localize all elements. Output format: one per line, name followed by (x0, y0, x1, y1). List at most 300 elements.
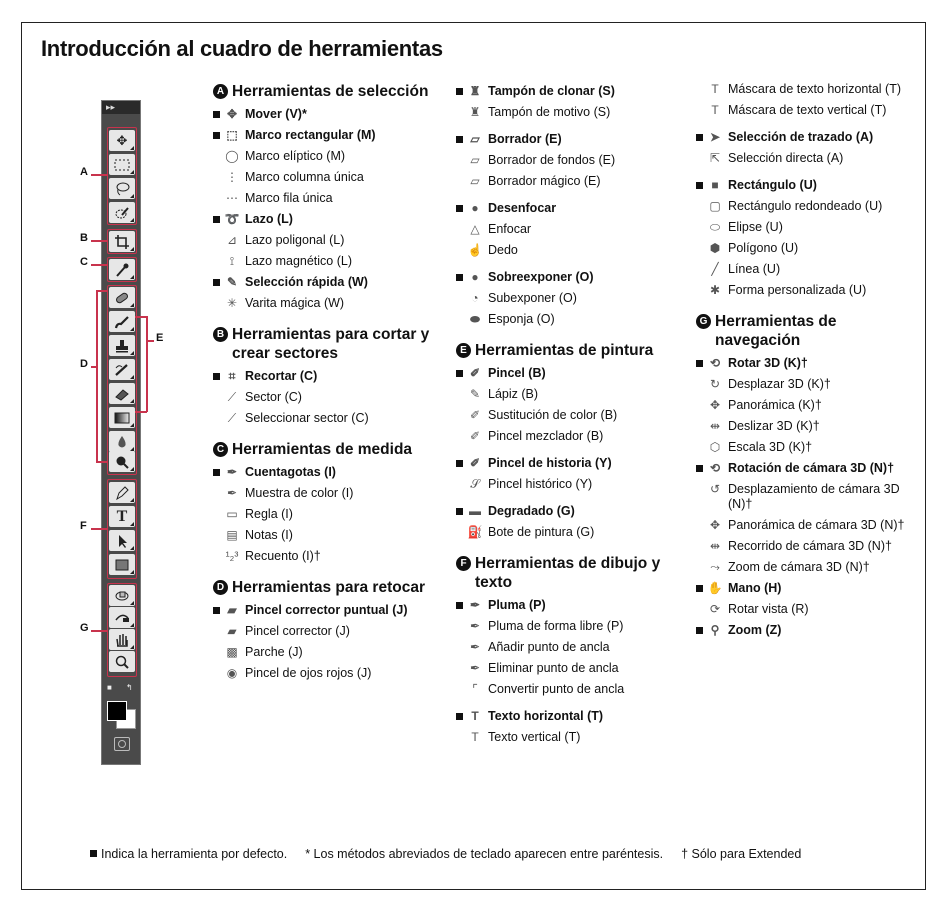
tool-entry (696, 377, 921, 392)
toolbox-panel (101, 100, 141, 765)
tool-entry-label: Lazo (L) (245, 212, 293, 226)
pen-icon (113, 485, 131, 501)
zoom-icon: ⚲ (710, 623, 720, 637)
tool-entry-label: Tampón de motivo (S) (488, 105, 611, 119)
tool-entry-label: Convertir punto de ancla (488, 682, 625, 696)
column-1 (213, 82, 448, 695)
default-marker (696, 461, 704, 476)
tool-entry-label: Lazo magnético (L) (245, 254, 353, 268)
tool-entry-label: Degradado (G) (488, 504, 575, 518)
footer-default-note: Indica la herramienta por defecto. (90, 847, 287, 861)
tool-history-brush[interactable] (109, 359, 135, 380)
tool-entry (456, 682, 696, 697)
default-marker (456, 84, 464, 99)
tool-entry (456, 661, 696, 676)
add-anchor-icon: ✒ (469, 640, 481, 654)
pan-3d-icon: ✥ (709, 398, 721, 412)
polygonal-lasso-icon: ⊿ (226, 233, 238, 247)
note-icon: ▤ (226, 528, 238, 542)
default-marker (213, 212, 221, 227)
default-marker (456, 709, 464, 724)
tool-entry (456, 312, 696, 327)
tool-entry (456, 387, 696, 402)
tool-entry (213, 233, 448, 248)
eyedropper-icon: ✒ (226, 465, 238, 479)
marquee-rect-icon (113, 157, 131, 173)
section-badge: E (456, 343, 471, 358)
group-d-bracket (96, 290, 98, 462)
count-icon: ¹₂³ (225, 549, 239, 563)
tool-eraser[interactable] (109, 383, 135, 404)
section-title: Herramientas para cortar y crear sectores (232, 326, 430, 362)
swap-colors-icon[interactable]: ↰ (126, 683, 133, 692)
slide-3d-icon: ⇹ (709, 419, 721, 433)
tool-entry (213, 411, 448, 426)
custom-shape-icon: ✱ (709, 283, 721, 297)
tool-entry-label: Pincel histórico (Y) (488, 477, 593, 491)
group-f-connector (91, 528, 107, 530)
path-selection-icon (113, 533, 131, 549)
tool-entry (696, 623, 921, 638)
quick-mask-icon[interactable] (114, 737, 130, 751)
marquee-rect-icon: ⬚ (226, 128, 238, 142)
tool-entry (213, 275, 448, 290)
default-marker (696, 623, 704, 638)
spot-healing-icon (113, 290, 131, 306)
page-title: Introducción al cuadro de herramientas (41, 36, 443, 61)
default-marker (456, 270, 464, 285)
tool-entry (696, 283, 921, 298)
group-label-g: G (80, 622, 89, 634)
group-e-connector (146, 340, 154, 342)
section-heading (456, 341, 696, 360)
tool-entry-label: Borrador (E) (488, 132, 562, 146)
foreground-color-swatch[interactable] (107, 701, 127, 721)
tool-section (213, 325, 448, 426)
tool-entry-label: Pincel mezclador (B) (488, 429, 604, 443)
group-spacer (456, 195, 696, 199)
default-marker (456, 456, 464, 471)
section-badge: D (213, 580, 228, 595)
default-marker (213, 275, 221, 290)
tool-entry (696, 398, 921, 413)
tool-zoom[interactable] (109, 651, 135, 672)
marquee-column-icon: ⋮ (226, 170, 238, 184)
art-history-brush-icon: 𝒮 (470, 477, 480, 491)
marquee-row-icon: ⋯ (226, 191, 238, 205)
tool-entry-label: Desenfocar (488, 201, 557, 215)
rotate-3d-icon (113, 588, 131, 604)
default-marker (696, 356, 704, 371)
tool-section (213, 82, 448, 311)
hand-icon (113, 632, 131, 648)
tool-entry-label: Regla (I) (245, 507, 293, 521)
delete-anchor-icon: ✒ (469, 661, 481, 675)
group-a-connector (91, 174, 107, 176)
default-marker (456, 366, 464, 381)
horizontal-type-icon: T (116, 507, 128, 525)
slice-select-icon: ⟋ (227, 411, 237, 425)
tool-entry (456, 408, 696, 423)
rectangle-icon: ■ (711, 178, 719, 192)
tool-entry-label: Rotar 3D (K)† (728, 356, 808, 370)
brush-icon (113, 314, 131, 330)
tool-entry (696, 602, 921, 617)
pattern-stamp-icon: ♜ (469, 105, 481, 119)
tool-entry (213, 212, 448, 227)
tool-entry-label: Texto vertical (T) (488, 730, 581, 744)
tool-entry-label: Marco rectangular (M) (245, 128, 376, 142)
tool-entry (213, 107, 448, 122)
tool-quick-selection[interactable] (109, 202, 135, 223)
roll-camera-icon: ↺ (709, 482, 721, 496)
tool-entry (456, 153, 696, 168)
tool-entry-label: Selección de trazado (A) (728, 130, 874, 144)
tool-entry (456, 709, 696, 724)
tool-entry-label: Panorámica (K)† (728, 398, 822, 412)
path-selection-icon: ➤ (709, 130, 721, 144)
tool-section (456, 341, 696, 540)
color-sampler-icon: ✒ (226, 486, 238, 500)
tool-entry (696, 539, 921, 554)
footer-extended-note: † Sólo para Extended (681, 847, 802, 861)
red-eye-icon: ◉ (226, 666, 238, 680)
tool-entry-label: Forma personalizada (U) (728, 283, 867, 297)
tool-entry (456, 291, 696, 306)
move-icon: ✥ (116, 132, 128, 148)
tool-entry-label: Pincel corrector (J) (245, 624, 350, 638)
tool-entry (456, 456, 696, 471)
tool-3d-rotate[interactable] (109, 585, 135, 606)
tool-crop[interactable] (109, 231, 135, 252)
tool-dodge[interactable] (109, 451, 135, 472)
tool-entry (696, 356, 921, 371)
tool-entry-label: Esponja (O) (488, 312, 555, 326)
spot-healing-icon: ▰ (227, 603, 237, 617)
tool-section (696, 82, 921, 298)
tool-entry-label: Desplazamiento de cámara 3D (N)† (728, 482, 900, 511)
mixer-brush-icon: ✐ (469, 429, 481, 443)
section-heading (213, 82, 448, 101)
color-replacement-icon: ✐ (469, 408, 481, 422)
clone-stamp-icon: ♜ (469, 84, 481, 98)
tool-blur[interactable] (109, 431, 135, 452)
tool-entry (696, 581, 921, 596)
tool-entry-label: Añadir punto de ancla (488, 640, 610, 654)
tool-entry (213, 603, 448, 618)
gradient-icon: ▬ (469, 504, 481, 518)
slice-icon: ⟋ (227, 390, 237, 404)
group-label-e: E (156, 332, 164, 344)
group-spacer (696, 124, 921, 128)
tool-healing[interactable] (109, 287, 135, 308)
default-marker (456, 504, 464, 519)
section-badge: G (696, 314, 711, 329)
direct-selection-icon: ⇱ (709, 151, 721, 165)
default-marker (696, 581, 704, 596)
tool-entry (696, 103, 921, 118)
group-g-connector (91, 630, 107, 632)
tool-entry-label: Marco columna única (245, 170, 364, 184)
tool-entry (696, 419, 921, 434)
section-heading (456, 554, 696, 592)
tool-entry-label: Recuento (I)† (245, 549, 321, 563)
tool-entry (456, 504, 696, 519)
tool-entry-label: Mover (V)* (245, 107, 307, 121)
vertical-type-icon: T (471, 730, 479, 744)
pen-icon: ✒ (469, 598, 481, 612)
group-d-bracket-bottom (96, 461, 107, 463)
group-spacer (456, 703, 696, 707)
tool-entry (213, 149, 448, 164)
tool-entry (696, 151, 921, 166)
tool-clone-stamp[interactable] (109, 335, 135, 356)
magic-wand-icon: ✳ (226, 296, 238, 310)
section-title: Herramientas de dibujo y texto (475, 555, 661, 591)
tool-pen[interactable] (109, 482, 135, 503)
tool-entry-label: Marco fila única (245, 191, 333, 205)
patch-icon: ▩ (226, 645, 238, 659)
tool-entry-label: Rotar vista (R) (728, 602, 809, 616)
group-label-a: A (80, 166, 88, 178)
tool-entry (213, 390, 448, 405)
healing-brush-icon: ▰ (227, 624, 237, 638)
quick-selection-icon (113, 205, 131, 221)
tool-entry (213, 645, 448, 660)
tool-entry-label: Elipse (U) (728, 220, 783, 234)
tool-marquee[interactable] (109, 154, 135, 175)
default-colors-icon[interactable]: ■ (107, 683, 112, 692)
tool-entry (456, 730, 696, 745)
section-heading (213, 440, 448, 459)
horizontal-type-mask-icon: T (711, 82, 719, 96)
default-marker (213, 369, 221, 384)
group-label-b: B (80, 232, 88, 244)
tool-entry (213, 254, 448, 269)
dodge-icon (113, 454, 131, 470)
rounded-rectangle-icon: ▢ (709, 199, 721, 213)
freeform-pen-icon: ✒ (469, 619, 481, 633)
tool-entry-label: Borrador mágico (E) (488, 174, 601, 188)
tool-entry (456, 201, 696, 216)
tool-entry (456, 222, 696, 237)
tool-entry-label: Varita mágica (W) (245, 296, 345, 310)
tool-entry (213, 624, 448, 639)
tool-section (213, 440, 448, 564)
section-badge: F (456, 556, 471, 571)
tool-entry (456, 132, 696, 147)
rectangle-icon (113, 557, 131, 573)
crop-icon (113, 234, 131, 250)
clone-stamp-icon (113, 338, 131, 354)
crop-icon: ⌗ (228, 369, 236, 383)
orbit-camera-icon (113, 610, 131, 626)
tool-entry (213, 369, 448, 384)
paint-bucket-icon: ⛽ (467, 525, 483, 539)
tool-lasso[interactable] (109, 178, 135, 199)
ellipse-icon: ⬭ (709, 220, 721, 234)
tool-entry-label: Zoom (Z) (728, 623, 782, 637)
tool-entry (696, 482, 921, 512)
tool-entry-label: Parche (J) (245, 645, 303, 659)
tool-entry-label: Polígono (U) (728, 241, 799, 255)
tool-entry-label: Marco elíptico (M) (245, 149, 346, 163)
tool-entry (456, 598, 696, 613)
tool-entry-label: Dedo (488, 243, 518, 257)
magnetic-lasso-icon: ⟟ (229, 254, 235, 268)
tool-entry-label: Pincel de ojos rojos (J) (245, 666, 372, 680)
tool-entry-label: Enfocar (488, 222, 532, 236)
tool-entry (456, 243, 696, 258)
tool-entry (696, 241, 921, 256)
tool-entry-label: Máscara de texto vertical (T) (728, 103, 887, 117)
default-marker (456, 598, 464, 613)
tool-entry (213, 170, 448, 185)
eyedropper-icon (113, 262, 131, 278)
group-e-bracket-top (135, 316, 147, 318)
tool-entry-label: Pincel (B) (488, 366, 546, 380)
group-label-c: C (80, 256, 88, 268)
tool-entry (696, 130, 921, 145)
tool-entry-label: Selección rápida (W) (245, 275, 368, 289)
tool-entry (696, 220, 921, 235)
hand-icon: ✋ (707, 581, 723, 595)
group-label-d: D (80, 358, 88, 370)
dodge-icon: ● (471, 270, 479, 284)
section-badge: C (213, 442, 228, 457)
blur-icon (113, 434, 131, 450)
lasso-icon (113, 181, 131, 197)
tool-entry (456, 429, 696, 444)
eraser-icon: ▱ (470, 132, 480, 146)
default-marker (696, 178, 704, 193)
tool-path-selection[interactable] (109, 530, 135, 551)
tool-entry (456, 525, 696, 540)
tool-entry-label: Lápiz (B) (488, 387, 539, 401)
scale-3d-icon: ⬡ (709, 440, 721, 454)
tool-entry-label: Pincel de historia (Y) (488, 456, 612, 470)
tool-entry-label: Rectángulo (U) (728, 178, 817, 192)
tool-entry-label: Subexponer (O) (488, 291, 577, 305)
tool-entry-label: Recortar (C) (245, 369, 318, 383)
group-e-bracket (146, 316, 148, 412)
group-spacer (456, 450, 696, 454)
tool-entry-label: Zoom de cámara 3D (N)† (728, 560, 870, 574)
section-badge: B (213, 327, 228, 342)
group-spacer (456, 264, 696, 268)
tool-entry-label: Selección directa (A) (728, 151, 844, 165)
tool-entry-label: Deslizar 3D (K)† (728, 419, 820, 433)
tool-entry (696, 440, 921, 455)
tool-entry (456, 619, 696, 634)
group-spacer (456, 498, 696, 502)
default-marker (696, 130, 704, 145)
tool-entry (456, 366, 696, 381)
tool-entry-label: Máscara de texto horizontal (T) (728, 82, 901, 96)
group-label-f: F (80, 520, 87, 532)
convert-anchor-icon: ⌜ (472, 682, 478, 696)
default-marker (456, 132, 464, 147)
tool-entry-label: Sustitución de color (B) (488, 408, 618, 422)
tool-entry (213, 486, 448, 501)
tool-entry (456, 270, 696, 285)
lasso-icon: ➰ (224, 212, 240, 226)
tool-entry-label: Pluma (P) (488, 598, 546, 612)
default-marker (213, 107, 221, 122)
tool-move[interactable] (109, 130, 135, 151)
tool-entry-label: Cuentagotas (I) (245, 465, 336, 479)
pencil-icon: ✎ (469, 387, 481, 401)
tool-entry-label: Eliminar punto de ancla (488, 661, 619, 675)
section-title: Herramientas para retocar (232, 579, 425, 596)
group-b-connector (91, 240, 107, 242)
tool-entry (213, 296, 448, 311)
default-marker (213, 465, 221, 480)
tool-brush[interactable] (109, 311, 135, 332)
tool-entry-label: Recorrido de cámara 3D (N)† (728, 539, 892, 553)
tool-entry (696, 262, 921, 277)
orbit-camera-icon: ⟲ (709, 461, 721, 475)
smudge-icon: ☝ (467, 243, 483, 257)
magic-eraser-icon: ▱ (470, 174, 480, 188)
tool-entry-label: Rotación de cámara 3D (N)† (728, 461, 895, 475)
group-spacer (456, 126, 696, 130)
marquee-ellipse-icon: ◯ (225, 149, 239, 163)
tool-entry-label: Tampón de clonar (S) (488, 84, 615, 98)
tool-entry-label: Borrador de fondos (E) (488, 153, 616, 167)
section-title: Herramientas de selección (232, 83, 429, 100)
tool-entry (696, 461, 921, 476)
tool-entry-label: Sector (C) (245, 390, 302, 404)
tool-entry (213, 465, 448, 480)
tool-gradient[interactable] (109, 407, 135, 428)
group-e-bracket-bottom (135, 411, 147, 413)
tool-entry (456, 105, 696, 120)
tool-entry-label: Rectángulo redondeado (U) (728, 199, 883, 213)
group-d-bracket-top (96, 290, 107, 292)
tool-entry (696, 560, 921, 575)
default-marker (213, 603, 221, 618)
default-marker (213, 128, 221, 143)
column-2 (456, 82, 696, 759)
tool-section (456, 554, 696, 745)
tool-entry-label: Notas (I) (245, 528, 293, 542)
pan-camera-icon: ✥ (709, 518, 721, 532)
tool-eyedropper[interactable] (109, 259, 135, 280)
brush-icon: ✐ (469, 366, 481, 380)
section-heading (213, 578, 448, 597)
tool-entry (456, 84, 696, 99)
tool-section (696, 312, 921, 638)
tool-rectangle[interactable] (109, 554, 135, 575)
burn-icon: ◔ (471, 291, 479, 305)
footer-notes (90, 847, 801, 861)
tool-entry-label: Mano (H) (728, 581, 782, 595)
tool-type[interactable] (109, 506, 135, 527)
tool-entry (213, 528, 448, 543)
tool-hand[interactable] (109, 629, 135, 650)
default-marker (456, 201, 464, 216)
tool-3d-camera[interactable] (109, 607, 135, 628)
tool-entry (213, 191, 448, 206)
walk-camera-icon: ⇹ (709, 539, 721, 553)
ruler-icon: ▭ (226, 507, 238, 521)
toolbox-collapse-bar[interactable]: ▸▸ (102, 101, 140, 114)
section-title: Herramientas de pintura (475, 342, 654, 359)
horizontal-type-icon: T (471, 709, 479, 723)
section-title: Herramientas de medida (232, 441, 413, 458)
tool-entry-label: Escala 3D (K)† (728, 440, 813, 454)
